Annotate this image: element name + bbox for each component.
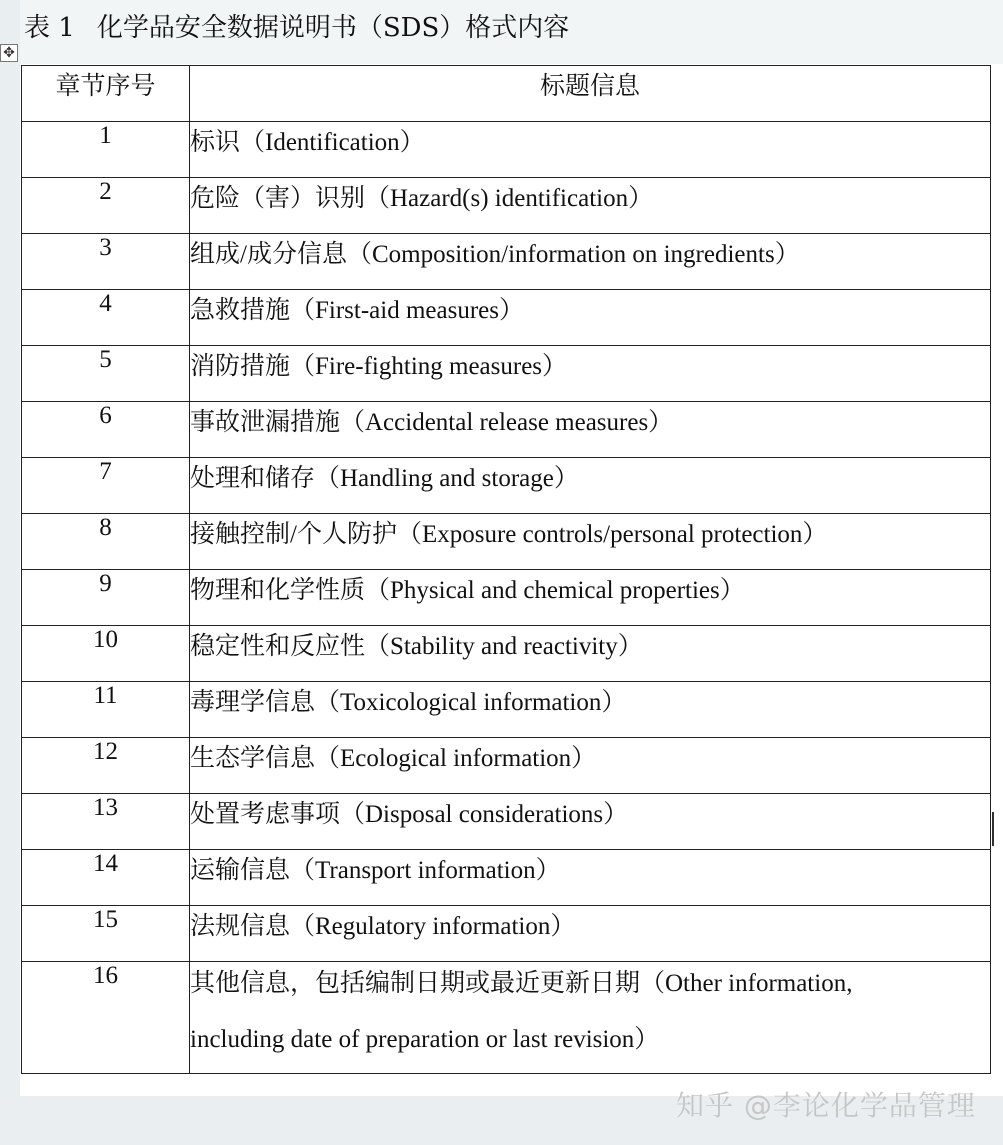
row-title: 标识（Identification） (190, 122, 991, 178)
row-title: 运输信息（Transport information） (190, 850, 991, 906)
watermark: 知乎 @李论化学品管理 (676, 1089, 976, 1122)
row-title-line-1: 其他信息，包括编制日期或最近更新日期（Other information, (190, 970, 853, 997)
row-title: 危险（害）识别（Hazard(s) identification） (190, 178, 991, 234)
row-title: 稳定性和反应性（Stability and reactivity） (190, 626, 991, 682)
table-row (22, 290, 991, 346)
row-number: 14 (22, 850, 190, 906)
row-title: 事故泄漏措施（Accidental release measures） (190, 402, 991, 458)
row-number: 15 (22, 906, 190, 962)
table-row (22, 178, 991, 234)
table-row (22, 682, 991, 738)
row-title: 毒理学信息（Toxicological information） (190, 682, 991, 738)
row-title: 法规信息（Regulatory information） (190, 906, 991, 962)
table-row (22, 514, 991, 570)
table-row (22, 570, 991, 626)
text-cursor (992, 812, 994, 846)
row-number: 6 (22, 402, 190, 458)
table-caption-title: 化学品安全数据说明书（SDS）格式内容 (96, 13, 570, 43)
row-title: 物理和化学性质（Physical and chemical properties） (190, 570, 991, 626)
row-title (190, 962, 991, 1074)
row-title: 处理和储存（Handling and storage） (190, 458, 991, 514)
table-header-row (22, 66, 991, 122)
row-number: 8 (22, 514, 190, 570)
row-number: 16 (22, 962, 190, 1074)
row-number: 2 (22, 178, 190, 234)
row-number: 12 (22, 738, 190, 794)
table-row (22, 962, 991, 1074)
table-row (22, 402, 991, 458)
row-title: 生态学信息（Ecological information） (190, 738, 991, 794)
row-number: 5 (22, 346, 190, 402)
row-number: 11 (22, 682, 190, 738)
row-title: 急救措施（First-aid measures） (190, 290, 991, 346)
left-margin-strip (0, 0, 20, 1145)
table-row (22, 794, 991, 850)
table-caption (24, 8, 569, 48)
header-title-info: 标题信息 (190, 66, 991, 122)
row-title: 组成/成分信息（Composition/information on ingredients） (190, 234, 991, 290)
row-number: 10 (22, 626, 190, 682)
row-number: 1 (22, 122, 190, 178)
table-row (22, 906, 991, 962)
header-chapter-number: 章节序号 (22, 66, 190, 122)
table-row (22, 234, 991, 290)
row-title-line-2: including date of preparation or last revision） (190, 1026, 660, 1053)
table-caption-label: 表 1 (24, 13, 75, 43)
table-row (22, 122, 991, 178)
table-row (22, 346, 991, 402)
row-title: 接触控制/个人防护（Exposure controls/personal protection） (190, 514, 991, 570)
table-row (22, 850, 991, 906)
row-number: 9 (22, 570, 190, 626)
move-icon[interactable]: ✥ (0, 44, 18, 62)
row-number: 7 (22, 458, 190, 514)
table-row (22, 626, 991, 682)
row-title: 处置考虑事项（Disposal considerations） (190, 794, 991, 850)
row-number: 4 (22, 290, 190, 346)
sds-table (21, 65, 991, 1074)
table-row (22, 458, 991, 514)
row-title: 消防措施（Fire-fighting measures） (190, 346, 991, 402)
row-number: 13 (22, 794, 190, 850)
row-number: 3 (22, 234, 190, 290)
table-row (22, 738, 991, 794)
